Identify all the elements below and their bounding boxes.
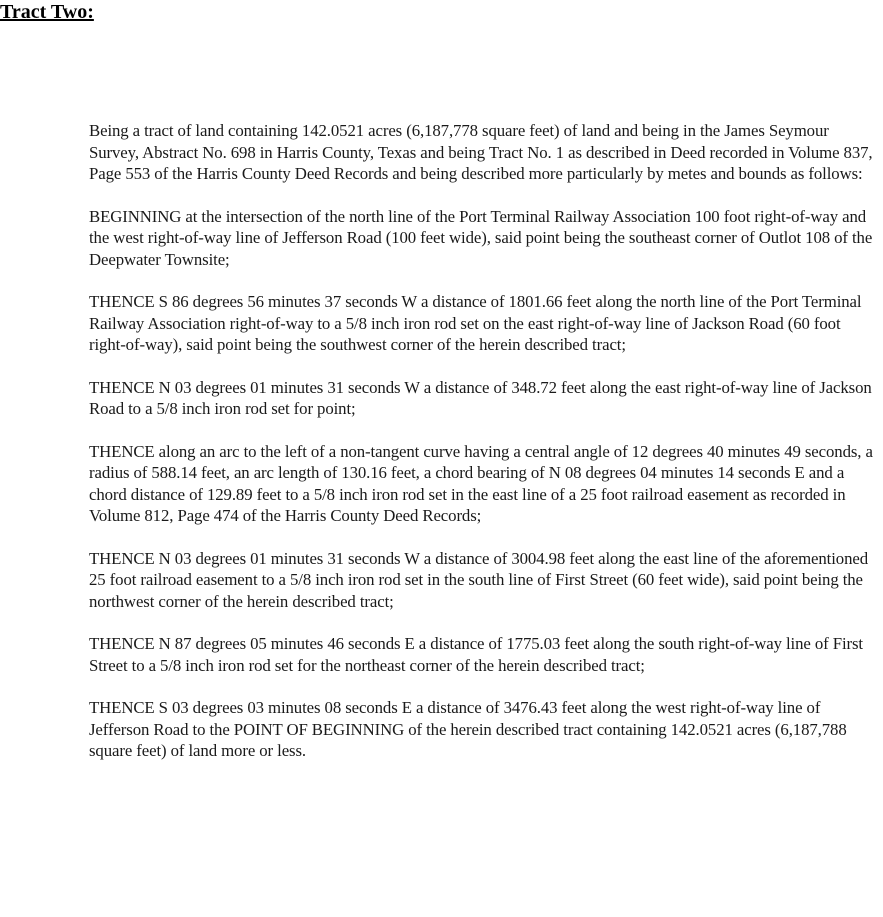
call-paragraph-3: THENCE along an arc to the left of a non-tangent curve having a central angle of 12 degrees 40 minutes 49 seconds, a radius of 588.14 feet, an arc length of 130.16 feet, a chord bearing of N 08 degrees 04 minutes 14 seconds E and a chord distance of 129.89 feet to a 5/8 inch iron rod set in the east line of a 25 foot railroad easement as recorded in Volume 812, Page 474 of the Harris County Deed Records; bbox=[89, 441, 873, 525]
call-paragraph-1: THENCE S 86 degrees 56 minutes 37 seconds W a distance of 1801.66 feet along the north line of the Port Terminal Railway Association right-of-way to a 5/8 inch iron rod set on the east right-of-way line of Jackson Road (60 foot right-of-way), said point being the southwest corner of the herein described tract; bbox=[89, 292, 862, 354]
call-paragraph-4: THENCE N 03 degrees 01 minutes 31 seconds W a distance of 3004.98 feet along the east line of the aforementioned 25 foot railroad easement to a 5/8 inch iron rod set in the south line of First Street (60 feet wide), said point being the northwest corner of the herein described tract; bbox=[89, 548, 869, 611]
beginning-paragraph: BEGINNING at the intersection of the north line of the Port Terminal Railway Association 100 foot right-of-way and the west right-of-way line of Jefferson Road (100 feet wide), said point being the southeast corner of Outlot 108 of the Deepwater Townsite; bbox=[89, 206, 873, 269]
section-heading: Tract Two: bbox=[0, 1, 94, 23]
intro-paragraph: Being a tract of land containing 142.0521 acres (6,187,778 square feet) of land and being in the James Seymour Survey, Abstract No. 698 in Harris County, Texas and being Tract No. 1 as described in Deed recorded in Volume 837, Page 553 of the Harris County Deed Records and being described more particularly by metes and bounds as follows: bbox=[89, 121, 873, 183]
legal-description bbox=[89, 120, 879, 783]
call-paragraph-2: THENCE N 03 degrees 01 minutes 31 seconds W a distance of 348.72 feet along the east right-of-way line of Jackson Road to a 5/8 inch iron rod set for point; bbox=[89, 377, 872, 418]
call-paragraph-5: THENCE N 87 degrees 05 minutes 46 seconds E a distance of 1775.03 feet along the south right-of-way line of First Street to a 5/8 inch iron rod set for the northeast corner of the herein described tract; bbox=[89, 634, 863, 675]
closing-paragraph: THENCE S 03 degrees 03 minutes 08 seconds E a distance of 3476.43 feet along the west right-of-way line of Jefferson Road to the POINT OF BEGINNING of the herein described tract containing 142.0521 acres (6,187,788 square feet) of land more or less. bbox=[89, 698, 847, 760]
